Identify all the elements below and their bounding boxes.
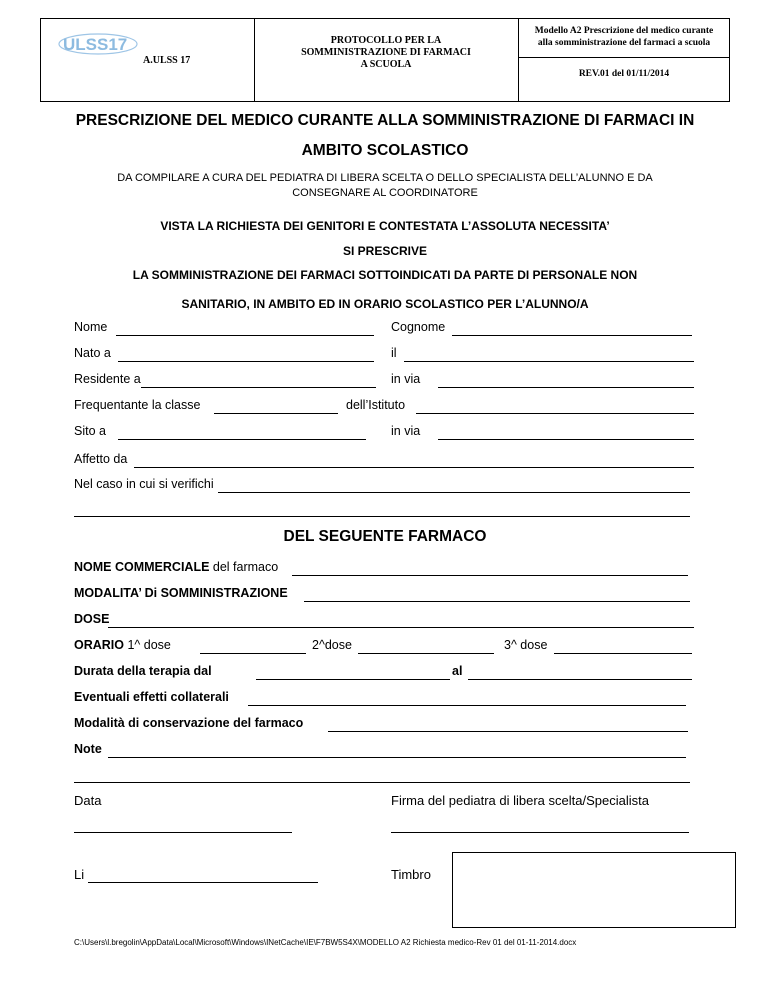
subtitle-line2: CONSEGNARE AL COORDINATORE (292, 187, 478, 199)
dose2-label: 2^dose (312, 638, 352, 652)
svg-text:ULSS17: ULSS17 (63, 35, 128, 54)
firma-label: Firma del pediatra di libera scelta/Specialista (391, 793, 649, 808)
durata-dal-field[interactable] (256, 679, 450, 680)
orario-dose3-field[interactable] (554, 653, 692, 654)
nome-field[interactable] (116, 335, 374, 336)
dose3-label: 3^ dose (504, 638, 548, 652)
dose-field[interactable] (108, 627, 694, 628)
istituto-field[interactable] (416, 413, 694, 414)
cognome-label: Cognome (391, 320, 446, 334)
affetto-da-label: Affetto da (74, 452, 128, 466)
effetti-field[interactable] (248, 705, 686, 706)
in-via-label: in via (391, 372, 421, 386)
affetto-da-field[interactable] (134, 467, 694, 468)
protocol-title: PROTOCOLLO PER LA SOMMINISTRAZIONE DI FARMACI A SCUOLA (301, 35, 471, 70)
header-protocol-cell (254, 19, 519, 101)
nato-a-field[interactable] (118, 361, 374, 362)
modalita-label: MODALITA’ Di SOMMINISTRAZIONE (74, 586, 288, 600)
note-label: Note (74, 742, 102, 756)
nel-caso-field[interactable] (218, 492, 690, 493)
stamp-box[interactable] (452, 852, 736, 928)
li-label: Li (74, 867, 85, 882)
administration-line1: LA SOMMINISTRAZIONE DEI FARMACI SOTTOINDICATI DA PARTE DI PERSONALE NON (132, 268, 638, 282)
document-title-line2: AMBITO SCOLASTICO (301, 142, 469, 159)
nome-commerciale-label: NOME COMMERCIALE del farmaco (74, 560, 279, 574)
classe-field[interactable] (214, 413, 338, 414)
data-label: Data (74, 793, 102, 808)
il-label: il (391, 346, 397, 360)
istituto-label: dell’Istituto (346, 398, 406, 412)
li-field[interactable] (88, 882, 318, 883)
durata-label: Durata della terapia dal (74, 664, 212, 678)
in-via-2-label: in via (391, 424, 421, 438)
modalita-field[interactable] (304, 601, 690, 602)
model-title: Modello A2 Prescrizione del medico curante alla somministrazione del farmaci a scuola (534, 26, 714, 48)
conservazione-field[interactable] (328, 731, 688, 732)
subtitle-line1: DA COMPILARE A CURA DEL PEDIATRA DI LIBERA SCELTA O DELLO SPECIALISTA DELL’ALUNNO E DA (117, 172, 653, 184)
residente-a-label: Residente a (74, 372, 141, 386)
in-via-2-field[interactable] (438, 439, 694, 440)
durata-al-field[interactable] (468, 679, 692, 680)
data-field[interactable] (74, 832, 292, 833)
residente-a-field[interactable] (141, 387, 376, 388)
effetti-label: Eventuali effetti collaterali (74, 690, 229, 704)
section-title: DEL SEGUENTE FARMACO (283, 528, 487, 545)
nel-caso-field-continued[interactable] (74, 516, 690, 517)
header-model-cell (519, 19, 729, 101)
timbro-label: Timbro (391, 867, 431, 882)
nel-caso-label: Nel caso in cui si verifichi (74, 477, 214, 491)
il-field[interactable] (404, 361, 694, 362)
nato-a-label: Nato a (74, 346, 111, 360)
document-title-line1: PRESCRIZIONE DEL MEDICO CURANTE ALLA SOMMINISTRAZIONE DI FARMACI IN (75, 112, 695, 129)
note-field-continued[interactable] (74, 782, 690, 783)
header-divider (519, 57, 729, 58)
orario-dose1-field[interactable] (200, 653, 306, 654)
organization-name: A.ULSS 17 (143, 55, 191, 66)
header-table (40, 18, 730, 102)
firma-field[interactable] (391, 832, 689, 833)
ulss-logo-icon (57, 30, 139, 56)
orario-dose2-field[interactable] (358, 653, 494, 654)
al-label: al (452, 664, 463, 678)
cognome-field[interactable] (452, 335, 692, 336)
classe-label: Frequentante la classe (74, 398, 201, 412)
sito-a-label: Sito a (74, 424, 106, 438)
prescribe-statement: SI PRESCRIVE (342, 244, 428, 258)
sito-a-field[interactable] (118, 439, 366, 440)
request-statement: VISTA LA RICHIESTA DEI GENITORI E CONTESTATA L’ASSOLUTA NECESSITA’ (160, 219, 610, 233)
revision-label: REV.01 del 01/11/2014 (578, 69, 670, 79)
nome-label: Nome (74, 320, 108, 334)
orario-label: ORARIO 1^ dose (74, 638, 171, 652)
dose-label: DOSE (74, 612, 110, 626)
note-field[interactable] (108, 757, 686, 758)
file-path-footer: C:\Users\l.bregolin\AppData\Local\Microsoft\Windows\INetCache\IE\F7BW5S4X\MODELLO A2 Richiesta medico-Rev 01 del 01-11-2014.docx (74, 938, 577, 947)
nome-commerciale-field[interactable] (292, 575, 688, 576)
administration-line2: SANITARIO, IN AMBITO ED IN ORARIO SCOLASTICO PER L’ALUNNO/A (181, 297, 589, 311)
conservazione-label: Modalità di conservazione del farmaco (74, 716, 304, 730)
in-via-field[interactable] (438, 387, 694, 388)
header-logo-cell (41, 19, 255, 101)
